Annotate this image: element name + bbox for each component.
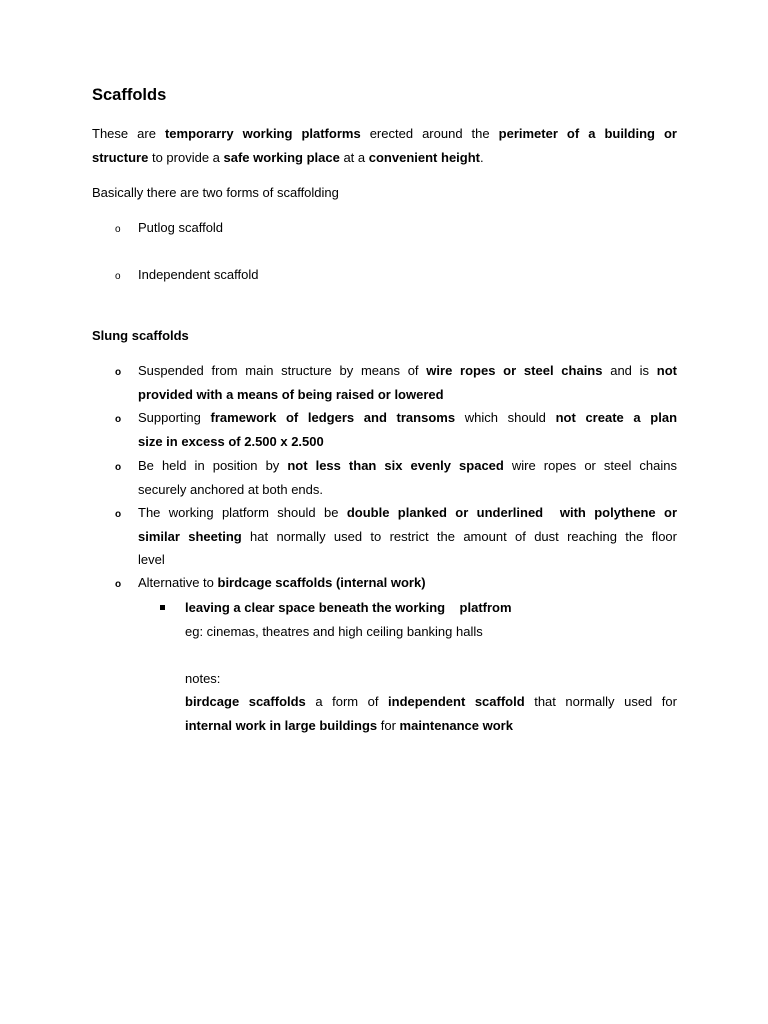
bold-text-run: not less than six evenly spaced [287,458,504,473]
bold-text-run: temporarry working platforms [164,126,361,141]
bold-text-run: safe working place [223,149,340,165]
text-run: Alternative to [138,575,218,590]
section-heading-slung: Slung scaffolds [92,328,189,343]
notes-label: notes: [185,670,221,686]
page-title: Scaffolds [92,86,167,104]
bold-text-run: birdcage scaffolds [185,694,306,709]
bold-text-run: not [656,363,677,378]
text-run: wire ropes or steel chains [503,458,677,473]
bold-text-run: framework of ledgers and transoms [210,410,456,425]
text-run: These are [92,126,165,141]
bullet-marker: o [115,579,122,590]
slung-item-4 [138,501,677,572]
bold-text-run: independent scaffold [388,694,525,709]
bold-text-run: wire ropes or steel chains [426,363,603,378]
sub-item-heading: leaving a clear space beneath the working platfrom [185,600,512,615]
bold-text-run: internal work in large buildings [185,717,378,733]
bold-text-run: structure [92,149,149,165]
slung-item-4-line-1 [138,501,677,525]
sub-item-example: eg: cinemas, theatres and high ceiling banking halls [185,623,483,639]
text-run: that normally used for [524,694,677,709]
sub-item [185,596,677,737]
bold-text-run: perimeter of a building or [498,126,677,141]
notes-line-1 [185,690,677,714]
text-run: and is [602,363,657,378]
intro-line-1 [92,122,677,146]
bullet-marker: o [115,414,122,425]
bold-text-run: similar sheeting [138,528,242,544]
slung-item-4-line-3 [138,548,677,572]
intro-line-2 [92,146,677,170]
text-run: securely anchored at both ends. [138,481,324,497]
slung-item-2 [138,406,677,453]
slung-item-2-line-1 [138,406,677,430]
text-run: for [377,717,400,733]
bullet-marker: o [115,462,122,473]
slung-item-1-line-1 [138,359,677,383]
notes-line-2 [185,714,677,738]
text-run: Supporting [138,410,211,425]
text-run: The working platform should be [138,505,347,520]
bold-text-run: maintenance work [399,717,513,733]
bold-text-run: provided with a means of being raised or lowered [138,386,444,402]
blank-line [185,643,677,667]
intro-paragraph [92,122,677,169]
text-run: Be held in position by [138,458,288,473]
slung-item-3-line-1 [138,454,677,478]
text-run: Suspended from main structure by means of [138,363,427,378]
slung-item-5 [138,571,677,595]
form-item-putlog: Putlog scaffold [138,220,224,235]
text-run: erected around the [360,126,499,141]
bold-text-run: birdcage scaffolds (internal work) [217,575,426,590]
bold-text-run: not create a plan [555,410,678,425]
bold-text-run: double planked or underlined with polythene or [346,505,678,520]
bullet-marker: o [115,224,121,235]
slung-item-3-line-2 [138,478,677,502]
bold-text-run: size in excess of 2.500 x 2.500 [138,433,324,449]
slung-item-4-line-2 [138,525,677,549]
slung-item-5-line-1 [138,571,677,595]
text-run: at a [339,149,369,165]
bullet-marker: o [115,509,122,520]
bullet-marker: o [115,271,121,282]
slung-item-1-line-2 [138,383,677,407]
slung-item-1 [138,359,677,406]
text-run: to provide a [148,149,224,165]
bullet-marker: o [115,367,122,378]
form-item-independent: Independent scaffold [138,267,259,282]
forms-intro: Basically there are two forms of scaffolding [92,185,339,200]
slung-item-2-line-2 [138,430,677,454]
square-bullet [160,605,165,610]
text-run: which should [455,410,556,425]
bold-text-run: convenient height [368,149,480,165]
text-run: a form of [305,694,389,709]
text-run: . [480,149,484,165]
slung-item-3 [138,454,677,501]
text-run: level [138,552,165,567]
text-run: hat normally used to restrict the amount of dust reaching the floor [241,528,677,544]
